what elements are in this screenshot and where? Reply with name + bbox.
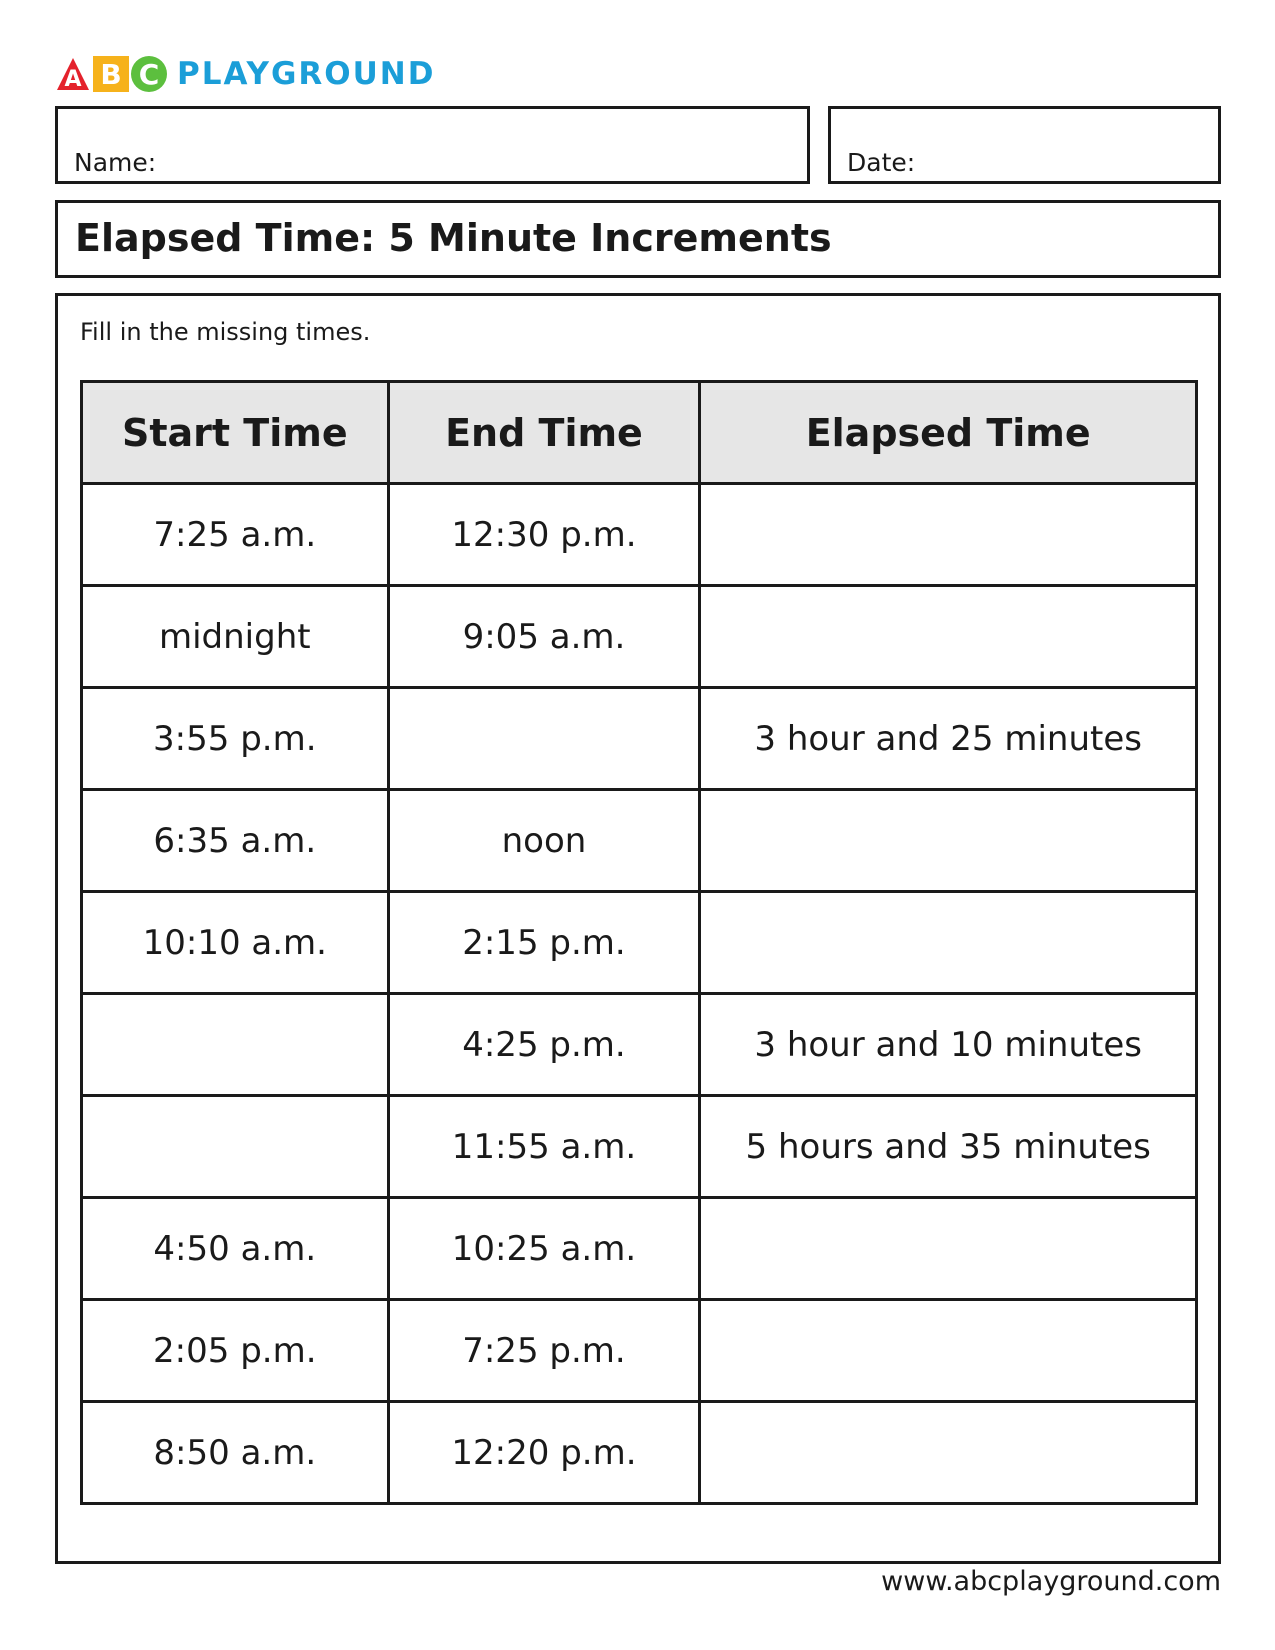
end-time-cell[interactable]: 9:05 a.m. xyxy=(388,586,700,688)
worksheet-body xyxy=(55,293,1221,1564)
table-row xyxy=(82,688,1197,790)
start-time-cell[interactable]: 2:05 p.m. xyxy=(82,1300,389,1402)
table-row xyxy=(82,586,1197,688)
elapsed-time-cell[interactable] xyxy=(700,484,1197,586)
instruction-text: Fill in the missing times. xyxy=(80,318,371,346)
start-time-cell[interactable]: 8:50 a.m. xyxy=(82,1402,389,1504)
elapsed-time-cell[interactable] xyxy=(700,1402,1197,1504)
table-row xyxy=(82,892,1197,994)
name-label: Name: xyxy=(74,148,157,177)
start-time-cell[interactable] xyxy=(82,994,389,1096)
elapsed-time-cell[interactable]: 3 hour and 10 minutes xyxy=(700,994,1197,1096)
elapsed-time-cell[interactable] xyxy=(700,892,1197,994)
worksheet-title: Elapsed Time: 5 Minute Increments xyxy=(75,216,832,260)
table-row xyxy=(82,1198,1197,1300)
name-field[interactable] xyxy=(55,106,810,184)
start-time-cell[interactable]: midnight xyxy=(82,586,389,688)
elapsed-time-cell[interactable]: 3 hour and 25 minutes xyxy=(700,688,1197,790)
logo-letter-c: C xyxy=(131,56,167,92)
end-time-cell[interactable]: 4:25 p.m. xyxy=(388,994,700,1096)
start-time-cell[interactable] xyxy=(82,1096,389,1198)
start-time-cell[interactable]: 4:50 a.m. xyxy=(82,1198,389,1300)
end-time-cell[interactable]: 2:15 p.m. xyxy=(388,892,700,994)
logo-letter-b: B xyxy=(93,56,129,92)
elapsed-time-cell[interactable] xyxy=(700,1198,1197,1300)
end-time-cell[interactable]: 12:30 p.m. xyxy=(388,484,700,586)
table-row xyxy=(82,994,1197,1096)
elapsed-time-cell[interactable] xyxy=(700,1300,1197,1402)
table-row xyxy=(82,1300,1197,1402)
table-header-row xyxy=(82,382,1197,484)
abc-playground-logo xyxy=(55,54,435,94)
table-row xyxy=(82,1096,1197,1198)
end-time-cell[interactable]: 7:25 p.m. xyxy=(388,1300,700,1402)
elapsed-time-table xyxy=(80,380,1198,1505)
start-time-cell[interactable]: 3:55 p.m. xyxy=(82,688,389,790)
elapsed-time-cell[interactable]: 5 hours and 35 minutes xyxy=(700,1096,1197,1198)
svg-text:A: A xyxy=(64,67,82,92)
end-time-cell[interactable]: 12:20 p.m. xyxy=(388,1402,700,1504)
start-time-cell[interactable]: 10:10 a.m. xyxy=(82,892,389,994)
table-row xyxy=(82,484,1197,586)
end-time-cell[interactable]: 11:55 a.m. xyxy=(388,1096,700,1198)
elapsed-time-cell[interactable] xyxy=(700,790,1197,892)
elapsed-time-cell[interactable] xyxy=(700,586,1197,688)
end-time-cell[interactable]: 10:25 a.m. xyxy=(388,1198,700,1300)
header-end-time: End Time xyxy=(388,382,700,484)
footer-url[interactable]: www.abcplayground.com xyxy=(881,1566,1221,1597)
header-elapsed-time: Elapsed Time xyxy=(700,382,1197,484)
table-row xyxy=(82,1402,1197,1504)
date-field[interactable] xyxy=(828,106,1221,184)
end-time-cell[interactable]: noon xyxy=(388,790,700,892)
logo-text: PLAYGROUND xyxy=(177,56,436,92)
date-label: Date: xyxy=(847,148,916,177)
table-row xyxy=(82,790,1197,892)
start-time-cell[interactable]: 6:35 a.m. xyxy=(82,790,389,892)
header-start-time: Start Time xyxy=(82,382,389,484)
start-time-cell[interactable]: 7:25 a.m. xyxy=(82,484,389,586)
title-box xyxy=(55,200,1221,278)
end-time-cell[interactable] xyxy=(388,688,700,790)
logo-letter-a xyxy=(55,56,91,92)
